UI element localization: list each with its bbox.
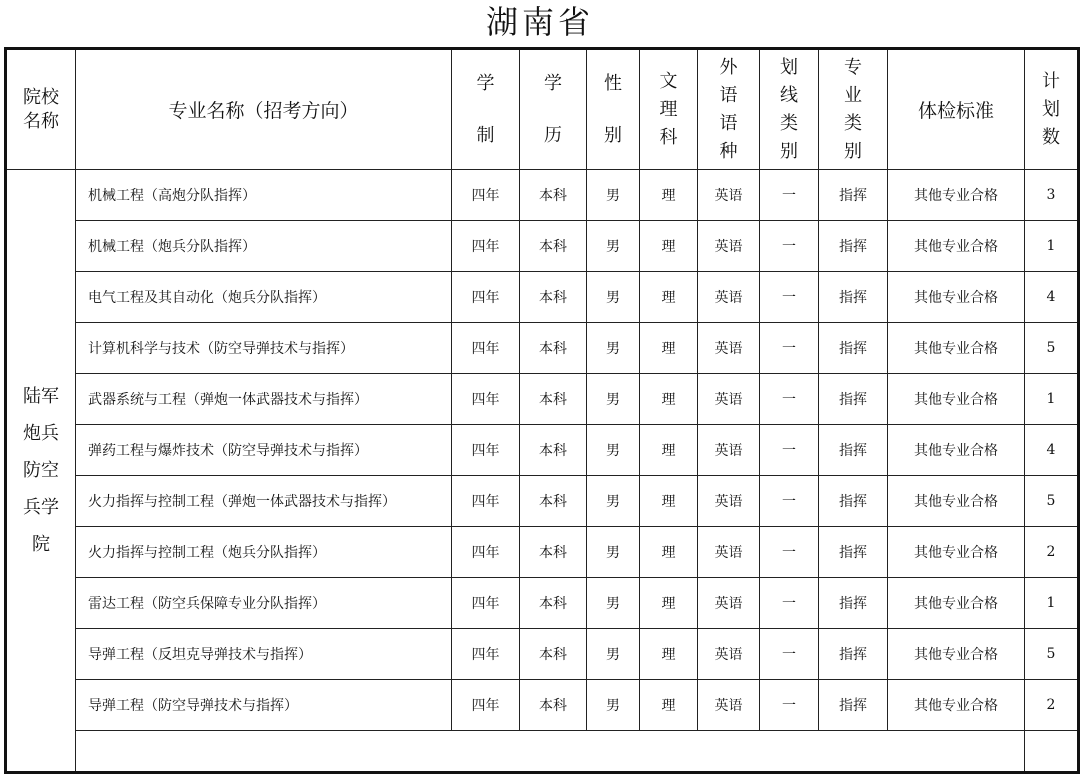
degree-cell: 本科 [520, 578, 587, 629]
duration-cell: 四年 [452, 629, 520, 680]
duration-cell: 四年 [452, 323, 520, 374]
header-char: 外 [719, 56, 738, 78]
line-type-cell: 一 [760, 374, 819, 425]
gender-cell: 男 [587, 323, 640, 374]
health-cell: 其他专业合格 [888, 629, 1025, 680]
language-cell: 英语 [698, 170, 760, 221]
language-cell: 英语 [698, 680, 760, 731]
plan-cell: 2 [1025, 527, 1079, 578]
language-cell: 英语 [698, 323, 760, 374]
language-cell: 英语 [698, 221, 760, 272]
degree-cell: 本科 [520, 170, 587, 221]
line-type-cell: 一 [760, 323, 819, 374]
major-type-cell: 指挥 [819, 170, 888, 221]
degree-cell: 本科 [520, 425, 587, 476]
subject-cell: 理 [640, 629, 698, 680]
major-cell: 导弹工程（防空导弹技术与指挥） [76, 680, 452, 731]
plan-cell: 1 [1025, 374, 1079, 425]
header-major-type [819, 49, 888, 170]
gender-cell: 男 [587, 527, 640, 578]
duration-cell: 四年 [452, 272, 520, 323]
table-row [6, 170, 1079, 221]
header-line-type [760, 49, 819, 170]
plan-cell: 2 [1025, 680, 1079, 731]
header-char: 理 [659, 98, 678, 120]
gender-cell: 男 [587, 374, 640, 425]
health-cell: 其他专业合格 [888, 680, 1025, 731]
subject-cell: 理 [640, 170, 698, 221]
table-row [6, 323, 1079, 374]
header-language [698, 49, 760, 170]
subject-cell: 理 [640, 272, 698, 323]
header-plan [1025, 49, 1079, 170]
major-cell: 计算机科学与技术（防空导弹技术与指挥） [76, 323, 452, 374]
degree-cell: 本科 [520, 221, 587, 272]
header-char: 划 [780, 56, 798, 78]
subject-cell: 理 [640, 374, 698, 425]
header-health: 体检标准 [888, 49, 1025, 170]
major-cell: 武器系统与工程（弹炮一体武器技术与指挥） [76, 374, 452, 425]
subject-cell: 理 [640, 578, 698, 629]
plan-cell: 5 [1025, 476, 1079, 527]
header-char: 语 [719, 84, 738, 106]
subject-cell: 理 [640, 323, 698, 374]
page-title: 湖南省 [485, 3, 594, 41]
table-row [6, 476, 1079, 527]
plan-cell: 3 [1025, 170, 1079, 221]
health-cell: 其他专业合格 [888, 578, 1025, 629]
degree-cell: 本科 [520, 374, 587, 425]
table-row [6, 374, 1079, 425]
duration-cell: 四年 [452, 680, 520, 731]
language-cell: 英语 [698, 425, 760, 476]
major-type-cell: 指挥 [819, 272, 888, 323]
line-type-cell: 一 [760, 221, 819, 272]
partial-cell [76, 731, 1025, 773]
line-type-cell: 一 [760, 527, 819, 578]
major-cell: 弹药工程与爆炸技术（防空导弹技术与指挥） [76, 425, 452, 476]
major-cell: 机械工程（炮兵分队指挥） [76, 221, 452, 272]
header-char: 业 [844, 84, 862, 106]
header-char: 文 [659, 70, 678, 92]
duration-cell: 四年 [452, 527, 520, 578]
degree-cell: 本科 [520, 680, 587, 731]
language-cell: 英语 [698, 629, 760, 680]
line-type-cell: 一 [760, 272, 819, 323]
plan-cell: 4 [1025, 425, 1079, 476]
header-char: 历 [544, 124, 562, 146]
health-cell: 其他专业合格 [888, 425, 1025, 476]
header-char: 学 [476, 72, 495, 94]
gender-cell: 男 [587, 272, 640, 323]
gender-cell: 男 [587, 170, 640, 221]
plan-cell: 1 [1025, 221, 1079, 272]
table-row [6, 221, 1079, 272]
major-cell: 雷达工程（防空兵保障专业分队指挥） [76, 578, 452, 629]
major-type-cell: 指挥 [819, 629, 888, 680]
school-name-cell [6, 170, 76, 773]
subject-cell: 理 [640, 221, 698, 272]
major-type-cell: 指挥 [819, 680, 888, 731]
line-type-cell: 一 [760, 578, 819, 629]
major-type-cell: 指挥 [819, 578, 888, 629]
partial-cell [1025, 731, 1079, 773]
table-row-partial [6, 731, 1079, 773]
header-duration [452, 49, 520, 170]
degree-cell: 本科 [520, 323, 587, 374]
line-type-cell: 一 [760, 425, 819, 476]
major-type-cell: 指挥 [819, 527, 888, 578]
header-char: 语 [719, 112, 738, 134]
table-row [6, 578, 1079, 629]
health-cell: 其他专业合格 [888, 476, 1025, 527]
language-cell: 英语 [698, 578, 760, 629]
language-cell: 英语 [698, 476, 760, 527]
table-row [6, 680, 1079, 731]
degree-cell: 本科 [520, 527, 587, 578]
header-char: 计 [1042, 70, 1060, 92]
header-school: 院校 名称 [6, 49, 76, 170]
table-row [6, 629, 1079, 680]
major-type-cell: 指挥 [819, 221, 888, 272]
plan-cell: 1 [1025, 578, 1079, 629]
health-cell: 其他专业合格 [888, 170, 1025, 221]
duration-cell: 四年 [452, 374, 520, 425]
header-char: 学 [544, 72, 562, 94]
header-char: 种 [719, 140, 738, 162]
line-type-cell: 一 [760, 476, 819, 527]
header-char: 制 [476, 124, 495, 146]
language-cell: 英语 [698, 527, 760, 578]
table-row [6, 272, 1079, 323]
line-type-cell: 一 [760, 170, 819, 221]
health-cell: 其他专业合格 [888, 374, 1025, 425]
health-cell: 其他专业合格 [888, 323, 1025, 374]
major-type-cell: 指挥 [819, 323, 888, 374]
header-char: 别 [604, 124, 622, 146]
gender-cell: 男 [587, 476, 640, 527]
duration-cell: 四年 [452, 221, 520, 272]
major-cell: 导弹工程（反坦克导弹技术与指挥） [76, 629, 452, 680]
plan-cell: 5 [1025, 629, 1079, 680]
header-char: 专 [844, 56, 862, 78]
header-char: 别 [844, 140, 862, 162]
header-char: 科 [659, 126, 678, 148]
gender-cell: 男 [587, 425, 640, 476]
duration-cell: 四年 [452, 170, 520, 221]
degree-cell: 本科 [520, 272, 587, 323]
subject-cell: 理 [640, 527, 698, 578]
health-cell: 其他专业合格 [888, 527, 1025, 578]
subject-cell: 理 [640, 425, 698, 476]
gender-cell: 男 [587, 680, 640, 731]
header-subject [640, 49, 698, 170]
major-cell: 电气工程及其自动化（炮兵分队指挥） [76, 272, 452, 323]
header-degree [520, 49, 587, 170]
degree-cell: 本科 [520, 476, 587, 527]
major-type-cell: 指挥 [819, 374, 888, 425]
gender-cell: 男 [587, 578, 640, 629]
health-cell: 其他专业合格 [888, 221, 1025, 272]
major-cell: 火力指挥与控制工程（炮兵分队指挥） [76, 527, 452, 578]
major-type-cell: 指挥 [819, 425, 888, 476]
school-name: 陆军炮兵防空兵学院 [23, 386, 59, 555]
header-char: 数 [1042, 126, 1060, 148]
degree-cell: 本科 [520, 629, 587, 680]
gender-cell: 男 [587, 629, 640, 680]
header-char: 划 [1042, 98, 1060, 120]
duration-cell: 四年 [452, 578, 520, 629]
major-type-cell: 指挥 [819, 476, 888, 527]
duration-cell: 四年 [452, 476, 520, 527]
header-char: 性 [604, 72, 622, 94]
duration-cell: 四年 [452, 425, 520, 476]
major-cell: 机械工程（高炮分队指挥） [76, 170, 452, 221]
health-cell: 其他专业合格 [888, 272, 1025, 323]
major-cell: 火力指挥与控制工程（弹炮一体武器技术与指挥） [76, 476, 452, 527]
language-cell: 英语 [698, 272, 760, 323]
enrollment-plan-table [4, 47, 1080, 774]
subject-cell: 理 [640, 680, 698, 731]
header-char: 类 [780, 112, 798, 134]
table-row [6, 527, 1079, 578]
line-type-cell: 一 [760, 629, 819, 680]
plan-cell: 4 [1025, 272, 1079, 323]
plan-cell: 5 [1025, 323, 1079, 374]
language-cell: 英语 [698, 374, 760, 425]
table-row [6, 425, 1079, 476]
header-char: 类 [844, 112, 862, 134]
header-char: 别 [780, 140, 798, 162]
table-header-row [6, 49, 1079, 170]
header-gender [587, 49, 640, 170]
gender-cell: 男 [587, 221, 640, 272]
header-char: 线 [780, 84, 798, 106]
header-major: 专业名称（招考方向） [76, 49, 452, 170]
subject-cell: 理 [640, 476, 698, 527]
line-type-cell: 一 [760, 680, 819, 731]
